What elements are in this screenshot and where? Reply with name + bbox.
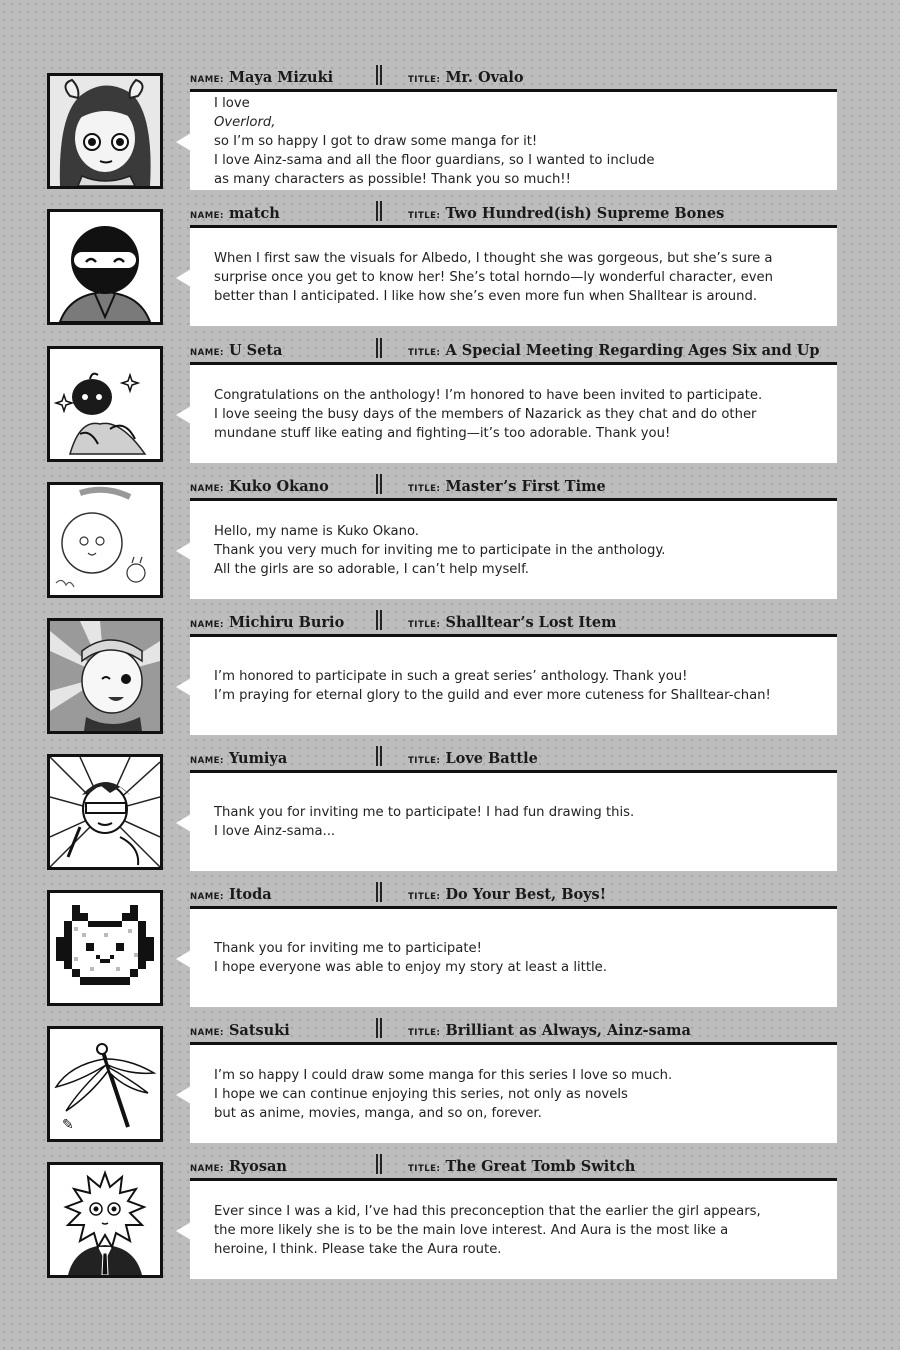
comment-line: Hello, my name is Kuko Okano. — [214, 523, 419, 539]
comment-line: as many characters as possible! Thank you so much!! — [214, 171, 571, 187]
bubble-tail — [176, 406, 191, 424]
comment-line: I’m so happy I could draw some manga for this series I love so much. — [214, 1067, 673, 1083]
name-field — [190, 612, 344, 631]
comment-line: Thank you for inviting me to participate! — [214, 941, 482, 956]
name-label: NAME: — [190, 211, 224, 221]
header-divider — [376, 746, 382, 766]
title-field — [408, 476, 606, 495]
entry-header — [190, 203, 837, 223]
title-label: TITLE: — [408, 75, 441, 85]
entry-header — [190, 1020, 837, 1040]
entry-header — [190, 884, 837, 904]
comment-line: better than I anticipated. I like how she’s even more fun when Shalltear is around. — [214, 288, 758, 304]
comment-bubble — [190, 634, 837, 735]
contributor-entry — [47, 614, 837, 735]
name-label: NAME: — [190, 75, 224, 85]
contributor-name: Ryosan — [228, 1158, 287, 1175]
svg-text:✎: ✎ — [62, 1117, 74, 1133]
contributor-name: match — [228, 205, 280, 222]
contributor-name: Kuko Okano — [228, 478, 329, 495]
bubble-tail — [176, 1222, 191, 1240]
header-divider — [376, 1154, 382, 1174]
horned-girl-portrait-icon — [47, 73, 163, 189]
comment-line: I’m honored to participate in such a great series’ anthology. Thank you! — [214, 669, 688, 684]
comment-line: I love Overlord, so I’m so happy I got to draw some manga for it! — [214, 95, 538, 149]
sunburst-artist-portrait-icon — [47, 754, 163, 870]
title-label: TITLE: — [408, 484, 441, 494]
header-divider — [376, 610, 382, 630]
contributor-entry — [47, 205, 837, 326]
comment-line: When I first saw the visuals for Albedo, I thought she was gorgeous, but she’s sure a — [214, 250, 773, 266]
contributor-name: Michiru Burio — [228, 614, 345, 631]
story-title: Do Your Best, Boys! — [445, 886, 607, 903]
header-divider — [376, 338, 382, 358]
bubble-tail — [176, 133, 191, 151]
name-field — [190, 203, 280, 222]
comment-line: Thank you for inviting me to participate! I had fun drawing this. — [214, 805, 635, 820]
comment-text — [214, 365, 825, 463]
series-title: Overlord, — [214, 114, 276, 130]
story-title: Master’s First Time — [445, 478, 606, 495]
comment-line: I love Ainz-sama and all the floor guardians, so I wanted to include — [214, 152, 655, 168]
contributor-name: Maya Mizuki — [228, 69, 334, 86]
comment-text — [214, 228, 825, 326]
title-label: TITLE: — [408, 211, 441, 221]
comment-bubble — [190, 770, 837, 871]
comment-line: surprise once you get to know her! She’s total horndo—ly wonderful character, even — [214, 269, 773, 285]
title-label: TITLE: — [408, 620, 441, 630]
title-field — [408, 612, 616, 631]
comment-line: the more likely she is to be the main love interest. And Aura is the most like a — [214, 1222, 729, 1238]
comment-text — [214, 909, 825, 1007]
bubble-tail — [176, 814, 191, 832]
title-field — [408, 67, 524, 86]
title-label: TITLE: — [408, 1028, 441, 1038]
comment-bubble — [190, 906, 837, 1007]
bubble-tail — [176, 950, 191, 968]
header-divider — [376, 201, 382, 221]
comment-line: mundane stuff like eating and fighting—it’s too adorable. Thank you! — [214, 425, 671, 441]
comment-line: All the girls are so adorable, I can’t help myself. — [214, 561, 529, 577]
comment-bubble — [190, 89, 837, 190]
title-field — [408, 340, 820, 359]
entry-header — [190, 612, 837, 632]
name-field — [190, 1020, 290, 1039]
entry-header — [190, 748, 837, 768]
entry-header — [190, 340, 837, 360]
name-label: NAME: — [190, 1028, 224, 1038]
bubble-tail — [176, 678, 191, 696]
title-field — [408, 1156, 635, 1175]
comment-line: I hope everyone was able to enjoy my story at least a little. — [214, 960, 607, 975]
header-divider — [376, 65, 382, 85]
comment-line: Ever since I was a kid, I’ve had this preconception that the earlier the girl appears, — [214, 1203, 761, 1219]
contributor-entry — [47, 478, 837, 599]
contributor-entry — [47, 1022, 837, 1143]
dragonfly-portrait-icon — [47, 1026, 163, 1142]
bubble-tail — [176, 542, 191, 560]
comment-line: Congratulations on the anthology! I’m honored to have been invited to participate. — [214, 387, 763, 403]
name-field — [190, 340, 282, 359]
name-field — [190, 476, 329, 495]
comment-text — [214, 1181, 825, 1279]
spiky-head-suit-portrait-icon — [47, 1162, 163, 1278]
comment-line: I love Ainz-sama... — [214, 824, 336, 839]
header-divider — [376, 1018, 382, 1038]
comment-text — [214, 1045, 825, 1143]
name-label: NAME: — [190, 484, 224, 494]
contributor-entry — [47, 750, 837, 871]
story-title: A Special Meeting Regarding Ages Six and Up — [445, 342, 820, 359]
title-label: TITLE: — [408, 1164, 441, 1174]
name-field — [190, 67, 333, 86]
comment-line: but as anime, movies, manga, and so on, forever. — [214, 1105, 542, 1121]
bubble-tail — [176, 269, 191, 287]
contributor-name: U Seta — [228, 342, 283, 359]
comment-line: Thank you very much for inviting me to participate in the anthology. — [214, 542, 666, 558]
comment-text — [214, 92, 825, 190]
title-label: TITLE: — [408, 348, 441, 358]
title-field — [408, 884, 606, 903]
comment-text — [214, 773, 825, 871]
name-label: NAME: — [190, 1164, 224, 1174]
contributor-entry — [47, 886, 837, 1007]
comment-text — [214, 501, 825, 599]
story-title: Two Hundred(ish) Supreme Bones — [445, 205, 725, 222]
story-title: Shalltear’s Lost Item — [445, 614, 617, 631]
entry-header — [190, 1156, 837, 1176]
comment-bubble — [190, 498, 837, 599]
comment-line: I’m praying for eternal glory to the guild and ever more cuteness for Shalltear-chan! — [214, 688, 771, 703]
header-divider — [376, 882, 382, 902]
header-divider — [376, 474, 382, 494]
bubble-tail — [176, 1086, 191, 1104]
entry-header — [190, 476, 837, 496]
contributor-name: Satsuki — [228, 1022, 290, 1039]
name-field — [190, 884, 272, 903]
name-label: NAME: — [190, 620, 224, 630]
contributor-entry — [47, 1158, 837, 1279]
masked-ninja-portrait-icon — [47, 209, 163, 325]
title-field — [408, 203, 724, 222]
contributor-name: Yumiya — [228, 750, 288, 767]
name-field — [190, 748, 287, 767]
entry-header — [190, 67, 837, 87]
comment-line: heroine, I think. Please take the Aura route. — [214, 1241, 502, 1257]
story-title: Brilliant as Always, Ainz-sama — [445, 1022, 691, 1039]
name-label: NAME: — [190, 756, 224, 766]
title-label: TITLE: — [408, 892, 441, 902]
sparkle-chibi-portrait-icon — [47, 346, 163, 462]
name-label: NAME: — [190, 892, 224, 902]
story-title: The Great Tomb Switch — [445, 1158, 636, 1175]
name-field — [190, 1156, 287, 1175]
title-field — [408, 1020, 691, 1039]
comment-line: I hope we can continue enjoying this series, not only as novels — [214, 1086, 628, 1102]
pixel-cat-portrait-icon — [47, 890, 163, 1006]
contributor-name: Itoda — [228, 886, 272, 903]
comment-text — [214, 637, 825, 735]
comment-bubble — [190, 1042, 837, 1143]
story-title: Mr. Ovalo — [445, 69, 524, 86]
winking-girl-portrait-icon — [47, 618, 163, 734]
title-field — [408, 748, 538, 767]
comment-bubble — [190, 1178, 837, 1279]
contributor-entry — [47, 342, 837, 463]
round-creature-portrait-icon — [47, 482, 163, 598]
comment-bubble — [190, 225, 837, 326]
comment-line: I love seeing the busy days of the members of Nazarick as they chat and do other — [214, 406, 757, 422]
contributor-entry — [47, 69, 837, 190]
name-label: NAME: — [190, 348, 224, 358]
comment-bubble — [190, 362, 837, 463]
story-title: Love Battle — [445, 750, 538, 767]
title-label: TITLE: — [408, 756, 441, 766]
